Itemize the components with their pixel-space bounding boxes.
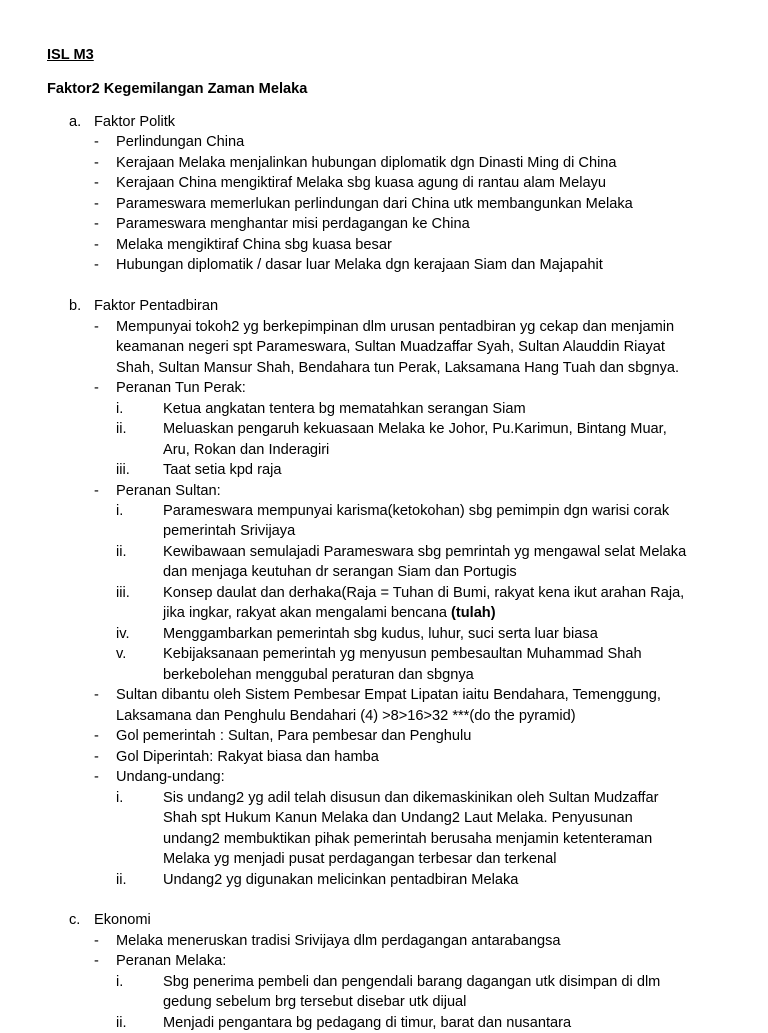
bullet-dash: - [94, 319, 99, 335]
numbered-item-line: berkebolehan menggubal peraturan dan sbgnya [163, 667, 474, 683]
section-letter: c. [69, 912, 81, 928]
section-letter: b. [69, 298, 82, 314]
list-item: Melaka mengiktiraf China sbg kuasa besar [116, 237, 392, 253]
numbered-item-line: undang2 membuktikan pihak pemerintah berusaha menjamin ketenteraman [163, 831, 653, 847]
list-item: Melaka meneruskan tradisi Srivijaya dlm perdagangan antarabangsa [116, 933, 561, 949]
bullet-dash: - [94, 196, 99, 212]
numbered-item-line: Shah spt Hukum Kanun Melaka dan Undang2 Laut Melaka. Penyusunan [163, 810, 633, 826]
bullet-dash: - [94, 933, 99, 949]
subsection-title: Undang-undang: [116, 769, 225, 785]
subsection-title: Peranan Melaka: [116, 953, 227, 969]
roman-numeral: i. [116, 790, 124, 806]
list-item-line: Laksamana dan Penghulu Bendahari (4) >8>16>32 ***(do the pyramid) [116, 708, 576, 724]
list-item: Parameswara memerlukan perlindungan dari China utk membangunkan Melaka [116, 196, 633, 212]
numbered-item-line: Kebijaksanaan pemerintah yg menyusun pembesaultan Muhammad Shah [163, 646, 642, 662]
numbered-item-line: Menggambarkan pemerintah sbg kudus, luhur, suci serta luar biasa [163, 626, 598, 642]
list-item: Gol Diperintah: Rakyat biasa dan hamba [116, 749, 379, 765]
numbered-item-line: gedung sebelum brg tersebut disebar utk dijual [163, 994, 467, 1010]
roman-numeral: ii. [116, 1015, 127, 1031]
roman-numeral: ii. [116, 421, 127, 437]
numbered-item-line: Sis undang2 yg adil telah disusun dan dikemaskinikan oleh Sultan Mudzaffar [163, 790, 659, 806]
roman-numeral: i. [116, 503, 124, 519]
numbered-item-line: Aru, Rokan dan Inderagiri [163, 442, 330, 458]
bullet-dash: - [94, 134, 99, 150]
section-title: Faktor Politk [94, 114, 176, 130]
bullet-dash: - [94, 380, 99, 396]
line-text: jika ingkar, rakyat akan mengalami bencana [163, 605, 447, 621]
list-item-line: Shah, Sultan Mansur Shah, Bendahara tun Perak, Laksamana Hang Tuah dan sbgnya. [116, 360, 680, 376]
numbered-item-line: Parameswara mempunyai karisma(ketokohan) sbg pemimpin dgn warisi corak [163, 503, 670, 519]
numbered-item-line: Undang2 yg digunakan melicinkan pentadbiran Melaka [163, 872, 519, 888]
list-item-line: keamanan negeri spt Parameswara, Sultan Muadzaffar Syah, Sultan Alauddin Riayat [116, 339, 665, 355]
bullet-dash: - [94, 155, 99, 171]
section-title: Ekonomi [94, 912, 151, 928]
bullet-dash: - [94, 728, 99, 744]
roman-numeral: iii. [116, 585, 130, 601]
bullet-dash: - [94, 769, 99, 785]
roman-numeral: v. [116, 646, 127, 662]
numbered-item-line: Konsep daulat dan derhaka(Raja = Tuhan di Bumi, rakyat kena ikut arahan Raja, [163, 585, 685, 601]
roman-numeral: iii. [116, 462, 130, 478]
subsection-title: Peranan Tun Perak: [116, 380, 246, 396]
list-item: Parameswara menghantar misi perdagangan ke China [116, 216, 470, 232]
section-letter: a. [69, 114, 82, 130]
bold-term: (tulah) [451, 605, 496, 621]
numbered-item-line [163, 603, 496, 623]
list-item: Kerajaan China mengiktiraf Melaka sbg kuasa agung di rantau alam Melayu [116, 175, 606, 191]
roman-numeral: iv. [116, 626, 130, 642]
roman-numeral: i. [116, 974, 124, 990]
bullet-dash: - [94, 175, 99, 191]
numbered-item-line: Meluaskan pengaruh kekuasaan Melaka ke Johor, Pu.Karimun, Bintang Muar, [163, 421, 667, 437]
numbered-item-line: Taat setia kpd raja [163, 462, 282, 478]
numbered-item-line: Kewibawaan semulajadi Parameswara sbg pemrintah yg mengawal selat Melaka [163, 544, 687, 560]
list-item: Hubungan diplomatik / dasar luar Melaka dgn kerajaan Siam dan Majapahit [116, 257, 603, 273]
list-item: Kerajaan Melaka menjalinkan hubungan diplomatik dgn Dinasti Ming di China [116, 155, 617, 171]
roman-numeral: i. [116, 401, 124, 417]
subsection-title: Peranan Sultan: [116, 483, 221, 499]
numbered-item-line: Sbg penerima pembeli dan pengendali barang dagangan utk disimpan di dlm [163, 974, 661, 990]
document-heading: Faktor2 Kegemilangan Zaman Melaka [47, 81, 308, 97]
section-title: Faktor Pentadbiran [94, 298, 219, 314]
numbered-item-line: Ketua angkatan tentera bg mematahkan serangan Siam [163, 401, 526, 417]
numbered-item-line: dan menjaga keutuhan dr serangan Siam dan Portugis [163, 564, 517, 580]
bullet-dash: - [94, 687, 99, 703]
list-item-line: Sultan dibantu oleh Sistem Pembesar Empat Lipatan iaitu Bendahara, Temenggung, [116, 687, 661, 703]
roman-numeral: ii. [116, 872, 127, 888]
list-item: Perlindungan China [116, 134, 245, 150]
course-code: ISL M3 [47, 47, 94, 63]
roman-numeral: ii. [116, 544, 127, 560]
bullet-dash: - [94, 749, 99, 765]
numbered-item-line: Menjadi pengantara bg pedagang di timur, barat dan nusantara [163, 1015, 572, 1031]
list-item: Gol pemerintah : Sultan, Para pembesar dan Penghulu [116, 728, 472, 744]
numbered-item-line: Melaka yg menjadi pusat perdagangan terbesar dan terkenal [163, 851, 557, 867]
bullet-dash: - [94, 483, 99, 499]
list-item-line: Mempunyai tokoh2 yg berkepimpinan dlm urusan pentadbiran yg cekap dan menjamin [116, 319, 675, 335]
bullet-dash: - [94, 257, 99, 273]
bullet-dash: - [94, 237, 99, 253]
bullet-dash: - [94, 216, 99, 232]
bullet-dash: - [94, 953, 99, 969]
numbered-item-line: pemerintah Srivijaya [163, 523, 296, 539]
